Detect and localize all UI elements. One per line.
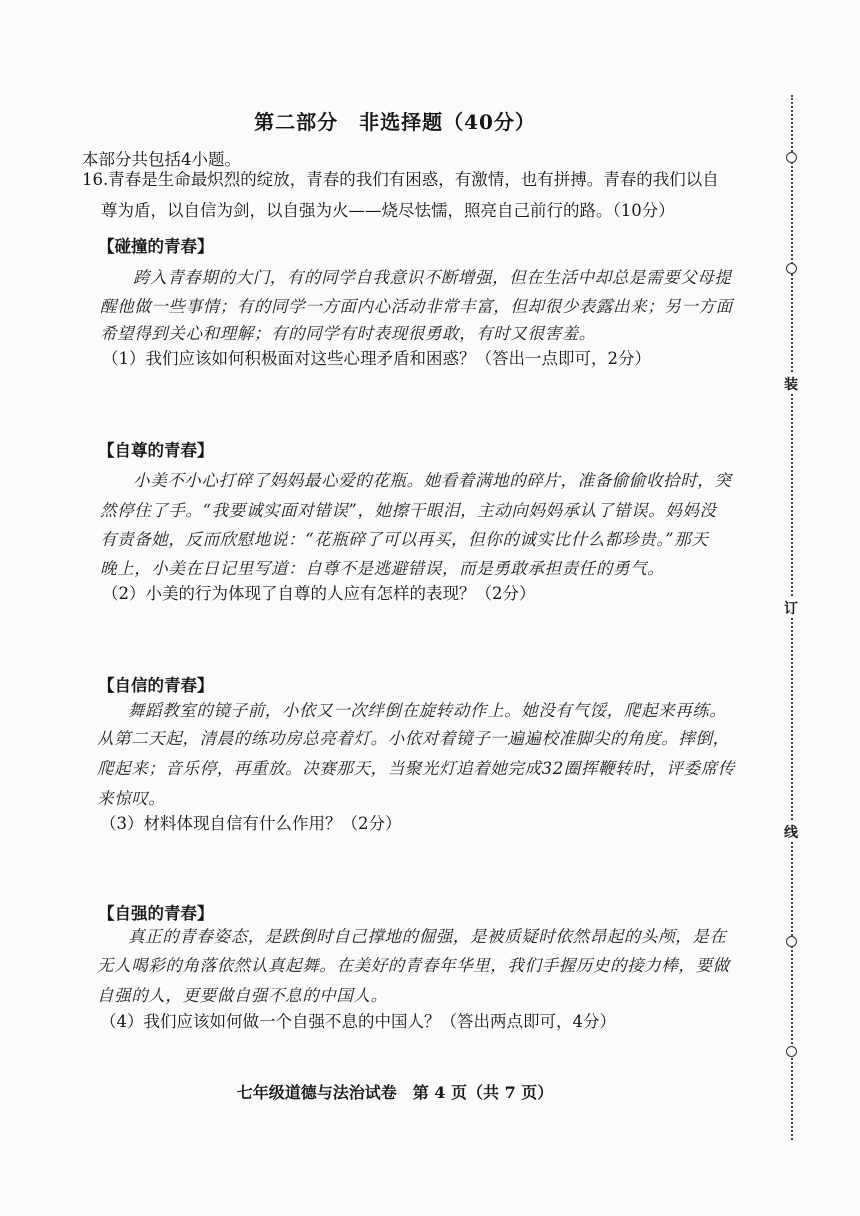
binding-hole-4 [786,1046,797,1057]
part-1-material-line-3: 希望得到关心和理解；有的同学有时表现很勇敢，有时又很害羞。 [100,324,596,343]
part-3-material-line-4: 来惊叹。 [97,789,166,808]
binding-char-xian: 线 [784,822,798,842]
question-16-stem-line-1: 16.青春是生命最炽烈的绽放，青春的我们有困惑，有激情，也有拼搏。青春的我们以自 [82,170,719,189]
part-3-question: （3）材料体现自信有什么作用？（2分） [100,814,402,833]
page-footer: 七年级道德与法治试卷 第 4 页（共 7 页） [236,1083,554,1102]
part-2-material-line-4: 晚上，小美在日记里写道：自尊不是逃避错误，而是勇敢承担责任的勇气。 [100,559,665,578]
section-title: 第二部分 非选择题（40分） [254,110,536,134]
part-3-material-line-1: 舞蹈教室的镜子前，小依又一次绊倒在旋转动作上。她没有气馁，爬起来再练。 [128,701,727,720]
part-4-material-line-3: 自强的人，更要做自强不息的中国人。 [97,986,388,1005]
part-1-heading: 【碰撞的青春】 [98,237,214,256]
part-3-heading: 【自信的青春】 [98,676,214,695]
part-2-material-line-2: 然停住了手。“我要诚实面对错误”，她擦干眼泪，主动向妈妈承认了错误。妈妈没 [100,501,717,520]
part-2-material-line-1: 小美不小心打碎了妈妈最心爱的花瓶。她看着满地的碎片，准备偷偷收拾时，突 [133,471,732,490]
part-1-material-line-2: 醒他做一些事情；有的同学一方面内心活动非常丰富，但却很少表露出来；另一方面 [100,297,733,316]
part-1-material-line-1: 跨入青春期的大门，有的同学自我意识不断增强，但在生活中却总是需要父母提 [133,268,732,287]
part-3-material-line-2: 从第二天起，清晨的练功房总亮着灯。小依对着镜子一遍遍校准脚尖的角度。摔倒， [97,729,730,748]
binding-hole-2 [786,263,797,274]
part-4-material-line-2: 无人喝彩的角落依然认真起舞。在美好的青春年华里，我们手握历史的接力棒，要做 [97,956,730,975]
part-4-material-line-1: 真正的青春姿态，是跌倒时自己撑地的倔强，是被质疑时依然昂起的头颅，是在 [128,927,727,946]
section-intro: 本部分共包括4小题。 [82,150,241,169]
binding-char-zhuang: 装 [784,374,798,394]
part-4-question: （4）我们应该如何做一个自强不息的中国人？（答出两点即可，4分） [100,1012,616,1031]
binding-char-ding: 订 [784,598,798,618]
part-2-question: （2）小美的行为体现了自尊的人应有怎样的表现？（2分） [102,584,536,603]
part-4-heading: 【自强的青春】 [98,904,214,923]
part-3-material-line-3: 爬起来；音乐停，再重放。决赛那天，当聚光灯追着她完成32圈挥鞭转时，评委席传 [97,759,735,778]
part-2-material-line-3: 有责备她，反而欣慰地说：“花瓶碎了可以再买，但你的诚实比什么都珍贵。”那天 [100,530,709,549]
binding-hole-1 [786,152,797,163]
question-16-stem-line-2: 尊为盾，以自信为剑，以自强为火——烧尽怯懦，照亮自己前行的路。（10分） [101,201,675,220]
part-2-heading: 【自尊的青春】 [98,441,214,460]
part-1-question: （1）我们应该如何积极面对这些心理矛盾和困惑？（答出一点即可，2分） [102,349,651,368]
binding-hole-3 [786,936,797,947]
